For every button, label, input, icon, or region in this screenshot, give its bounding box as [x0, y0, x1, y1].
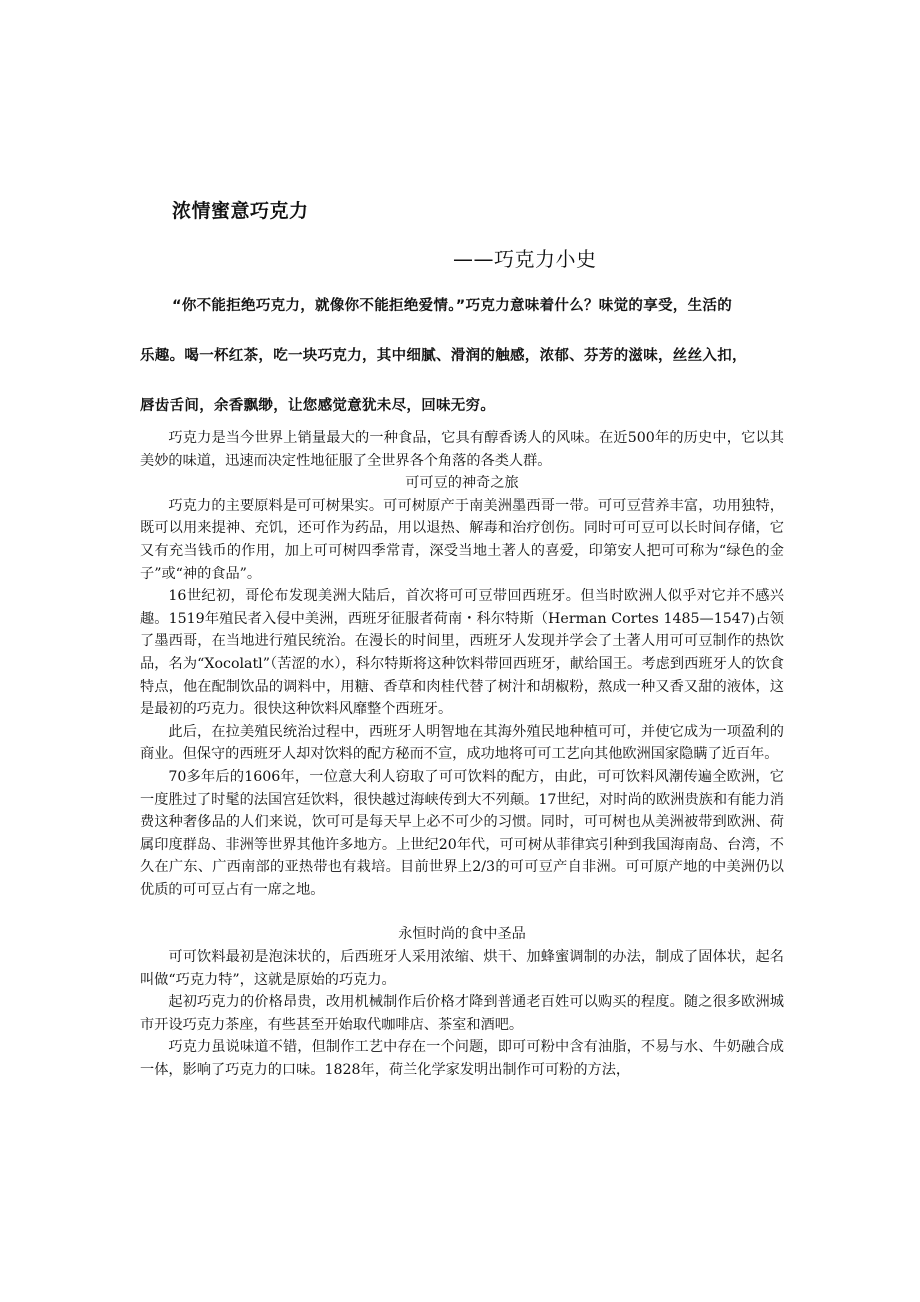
section-heading: 永恒时尚的食中圣品 [398, 926, 526, 943]
article-body [140, 427, 784, 1082]
intro-line-1: “你不能拒绝巧克力，就像你不能拒绝爱情。”巧克力意味着什么？味觉的享受，生活的 [172, 298, 733, 314]
page-subtitle: ——巧克力小史 [453, 247, 597, 271]
paragraph: 70多年后的1606年，一位意大利人窃取了可可饮料的配方，由此，可可饮料风潮传遍全欧洲，它一度胜过了时髦的法国宫廷饮料，很快越过海峡传到大不列颠。17世纪，对时尚的欧洲贵族和有能力消费这种奢侈品的人们来说，饮可可是每天早上必不可少的习惯。同时，可可树也从美洲被带到欧洲、荷属印度群岛、非洲等世界其他许多地方。上世纪20年代，可可树从菲律宾引种到我国海南岛、台湾，不久在广东、广西南部的亚热带也有栽培。目前世界上2/3的可可豆产自非洲。可可原产地的中美洲仍以优质的可可豆占有一席之地。 [140, 768, 784, 898]
section-heading: 可可豆的神奇之旅 [405, 475, 519, 492]
page-title: 浓情蜜意巧克力 [172, 200, 309, 222]
paragraph: 巧克力的主要原料是可可树果实。可可树原产于南美洲墨西哥一带。可可豆营养丰富，功用独特，既可以用来提神、充饥，还可作为药品，用以退热、解毒和治疗创伤。同时可可豆可以长时间存储，它又有充当钱币的作用，加上可可树四季常青，深受当地土著人的喜爱，印第安人把可可称为“绿色的金子”或“神的食品”。 [140, 497, 784, 582]
intro-line-2: 乐趣。喝一杯红茶，吃一块巧克力，其中细腻、滑润的触感，浓郁、芬芳的滋味，丝丝入扣， [140, 348, 747, 364]
paragraph: 此后，在拉美殖民统治过程中，西班牙人明智地在其海外殖民地种植可可，并使它成为一项盈利的商业。但保守的西班牙人却对饮料的配方秘而不宣，成功地将可可工艺向其他欧洲国家隐瞒了近百年。 [140, 723, 784, 763]
paragraph: 起初巧克力的价格昂贵，改用机械制作后价格才降到普通老百姓可以购买的程度。随之很多欧洲城市开设巧克力茶座，有些甚至开始取代咖啡店、茶室和酒吧。 [140, 994, 784, 1033]
paragraph: 巧克力是当今世界上销量最大的一种食品，它具有醇香诱人的风味。在近500年的历史中，它以其美妙的味道，迅速而决定性地征服了全世界各个角落的各类人群。 [140, 430, 784, 469]
intro-line-3: 唇齿舌间，余香飘缈，让您感觉意犹未尽，回味无穷。 [140, 398, 496, 414]
paragraph: 16世纪初，哥伦布发现美洲大陆后，首次将可可豆带回西班牙。但当时欧洲人似乎对它并不感兴趣。1519年殖民者入侵中美洲，西班牙征服者荷南・科尔特斯（Herman Cortes 1485—1547)占领了墨西哥，在当地进行殖民统治。在漫长的时间里，西班牙人发现并学会了土著人用可可豆制作的热饮品，名为“Xocolatl”（苦涩的水），科尔特斯将这种饮料带回西班牙，献给国王。考虑到西班牙人的饮食特点，他在配制饮品的调料中，用糖、香草和肉桂代替了树汁和胡椒粉，熬成一种又香又甜的液体，这是最初的巧克力。很快这种饮料风靡整个西班牙。 [140, 588, 784, 718]
paragraph: 可可饮料最初是泡沫状的，后西班牙人采用浓缩、烘干、加蜂蜜调制的办法，制成了固体状，起名叫做“巧克力特”，这就是原始的巧克力。 [140, 949, 784, 988]
paragraph: 巧克力虽说味道不错，但制作工艺中存在一个问题，即可可粉中含有油脂，不易与水、牛奶融合成一体，影响了巧克力的口味。1828年，荷兰化学家发明出制作可可粉的方法， [140, 1039, 784, 1079]
paragraph-gap [140, 901, 784, 923]
